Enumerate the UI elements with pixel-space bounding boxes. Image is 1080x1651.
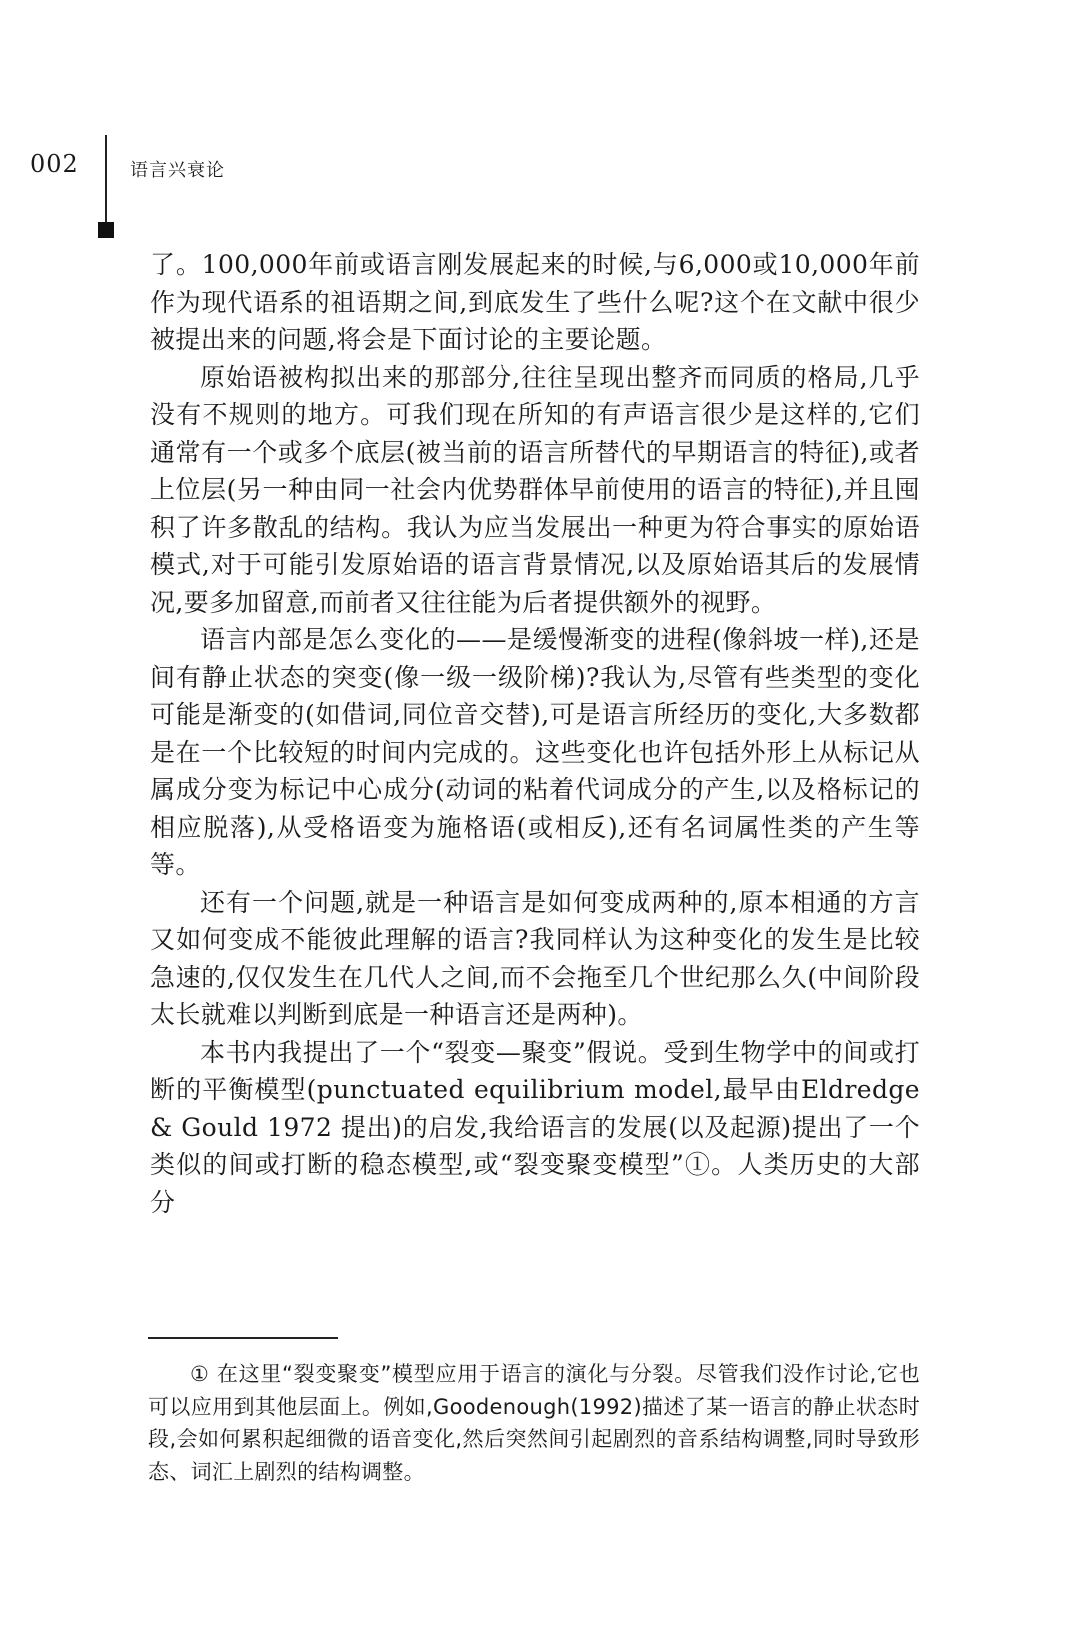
footnotes — [148, 1358, 920, 1488]
footnote-divider — [148, 1337, 338, 1339]
paragraph-continued: 了。100,000年前或语言刚发展起来的时候,与6,000或10,000年前作为现代语系的祖语期之间,到底发生了些什么呢?这个在文献中很少被提出来的问题,将会是下面讨论的主要论题。 — [150, 250, 920, 354]
paragraph: 本书内我提出了一个“裂变—聚变”假说。受到生物学中的间或打断的平衡模型(punctuated equilibrium model,最早由Eldredge & Gould 1972 提出)的启发,我给语言的发展(以及起源)提出了一个类似的间或打断的稳态模型,或“裂变聚变模型”①。人类历史的大部分 — [150, 1037, 920, 1217]
paragraph: 语言内部是怎么变化的——是缓慢渐变的进程(像斜坡一样),还是间有静止状态的突变(像一级一级阶梯)?我认为,尽管有些类型的变化可能是渐变的(如借词,同位音交替),可是语言所经历的变化,大多数都是在一个比较短的时间内完成的。这些变化也许包括外形上从标记从属成分变为标记中心成分(动词的粘着代词成分的产生,以及格标记的相应脱落),从受格语变为施格语(或相反),还有名词属性类的产生等等。 — [150, 625, 920, 879]
footnote: ① 在这里“裂变聚变”模型应用于语言的演化与分裂。尽管我们没作讨论,它也可以应用到其他层面上。例如,Goodenough(1992)描述了某一语言的静止状态时段,会如何累积起细微的语音变化,然后突然间引起剧烈的音系结构调整,同时导致形态、词汇上剧烈的结构调整。 — [148, 1362, 920, 1484]
page-number: 002 — [30, 150, 79, 178]
header-marker — [98, 222, 114, 238]
main-text — [150, 246, 920, 1221]
paragraph: 原始语被构拟出来的那部分,往往呈现出整齐而同质的格局,几乎没有不规则的地方。可我们现在所知的有声语言很少是这样的,它们通常有一个或多个底层(被当前的语言所替代的早期语言的特征),或者上位层(另一种由同一社会内优势群体早前使用的语言的特征),并且囤积了许多散乱的结构。我认为应当发展出一种更为符合事实的原始语模式,对于可能引发原始语的语言背景情况,以及原始语其后的发展情况,要多加留意,而前者又往往能为后者提供额外的视野。 — [150, 362, 920, 617]
running-header-title: 语言兴衰论 — [130, 160, 225, 181]
header-divider — [105, 135, 107, 225]
paragraph: 还有一个问题,就是一种语言是如何变成两种的,原本相通的方言又如何变成不能彼此理解的语言?我同样认为这种变化的发生是比较急速的,仅仅发生在几代人之间,而不会拖至几个世纪那么久(中间阶段太长就难以判断到底是一种语言还是两种)。 — [150, 887, 920, 1029]
